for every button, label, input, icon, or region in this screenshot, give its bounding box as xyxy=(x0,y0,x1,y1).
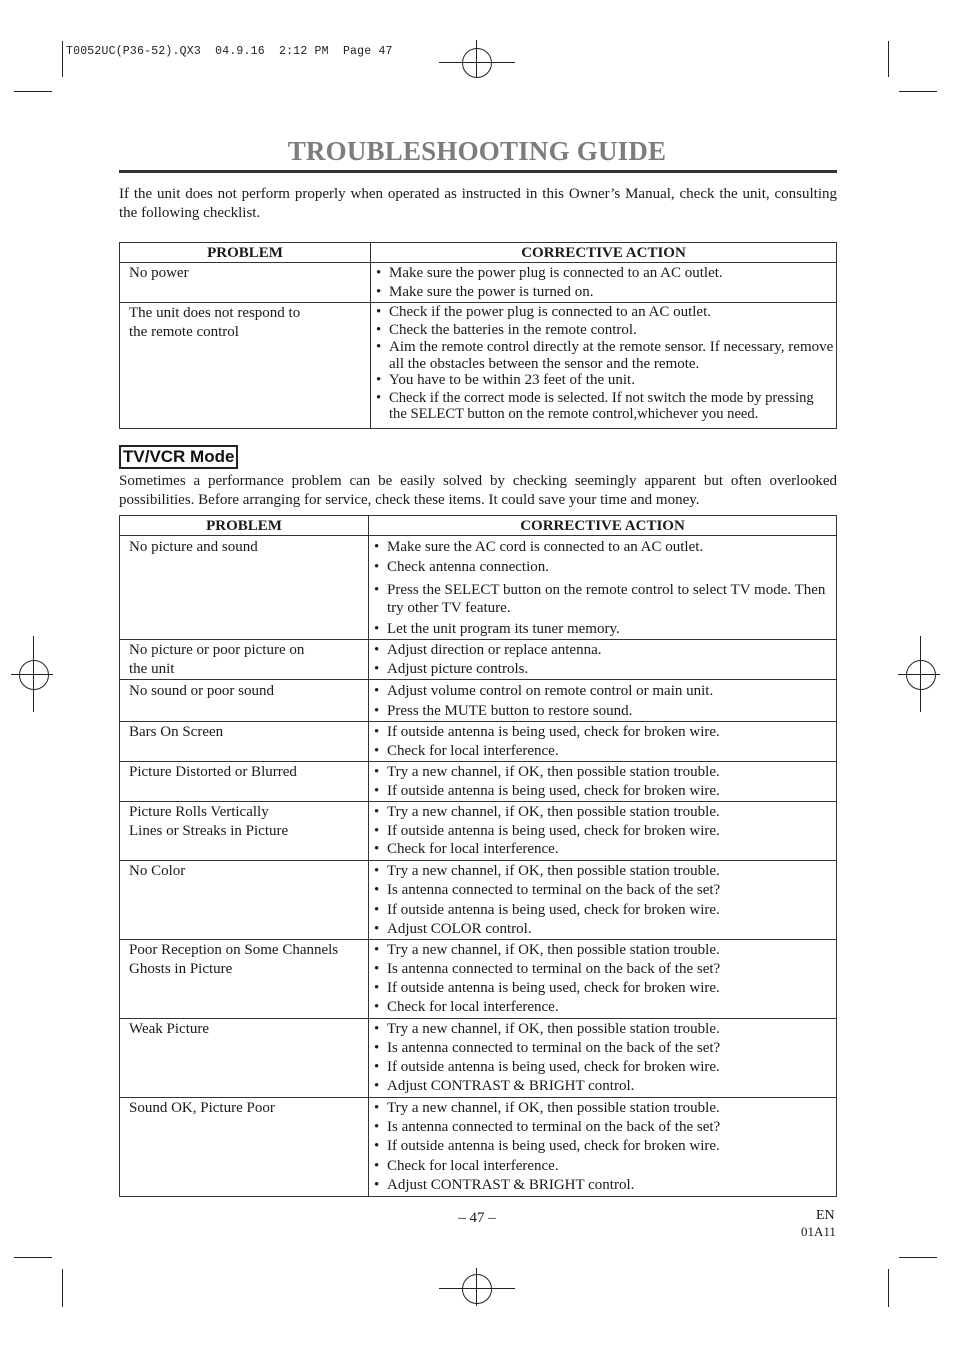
problem-cell xyxy=(120,861,369,940)
action-item: • Check if the power plug is connected to an AC outlet. xyxy=(376,304,834,322)
action-cell xyxy=(371,303,837,429)
action-item: • Adjust CONTRAST & BRIGHT control. xyxy=(374,1077,834,1096)
table-row xyxy=(120,722,837,762)
problem-cell xyxy=(120,722,369,762)
action-item: • Press the MUTE button to restore sound. xyxy=(374,701,834,721)
action-item: • Make sure the AC cord is connected to an AC outlet. xyxy=(374,537,834,557)
problem-cell xyxy=(120,1098,369,1197)
troubleshooting-table-tv-vcr xyxy=(119,515,837,1197)
table-row xyxy=(120,802,837,861)
action-item: • If outside antenna is being used, check for broken wire. xyxy=(374,822,834,841)
action-cell xyxy=(369,1019,837,1098)
problem-text: Bars On Screen xyxy=(129,724,224,740)
action-cell xyxy=(369,722,837,762)
action-item: • Adjust direction or replace antenna. xyxy=(374,641,834,660)
column-header-corrective-action: CORRECTIVE ACTION xyxy=(369,516,837,536)
problem-cell xyxy=(120,762,369,802)
problem-cell xyxy=(120,536,369,640)
language-code: EN xyxy=(816,1208,835,1223)
action-item: • If outside antenna is being used, check for broken wire. xyxy=(374,1137,834,1156)
problem-text: Ghosts in Picture xyxy=(129,961,233,977)
crop-mark xyxy=(62,41,63,77)
table-row xyxy=(120,1019,837,1098)
table-row xyxy=(120,680,837,722)
action-cell xyxy=(369,536,837,640)
problem-cell xyxy=(120,263,371,303)
problem-cell xyxy=(120,640,369,680)
crop-mark xyxy=(888,41,889,77)
action-item: • Check for local interference. xyxy=(374,840,834,859)
action-cell xyxy=(369,802,837,861)
page-number: – 47 – xyxy=(458,1210,496,1226)
problem-cell xyxy=(120,680,369,722)
action-item: • If outside antenna is being used, check for broken wire. xyxy=(374,782,834,801)
problem-text: Lines or Streaks in Picture xyxy=(129,822,289,839)
action-item: • Press the SELECT button on the remote control to select TV mode. Then try other TV feature. xyxy=(374,581,834,617)
action-cell xyxy=(369,640,837,680)
action-item: • Is antenna connected to terminal on the back of the set? xyxy=(374,1118,834,1137)
action-item: • Make sure the power plug is connected to an AC outlet. xyxy=(376,264,834,283)
problem-text: The unit does not respond to xyxy=(129,305,301,321)
column-header-problem: PROBLEM xyxy=(120,516,369,536)
crop-mark xyxy=(899,91,937,92)
action-item: • Check the batteries in the remote control. xyxy=(376,322,834,340)
table-header-row xyxy=(120,516,837,536)
crop-mark xyxy=(14,91,52,92)
action-item: • Check for local interference. xyxy=(374,1156,834,1176)
problem-text: Picture Distorted or Blurred xyxy=(129,764,297,780)
table-row xyxy=(120,303,837,429)
crop-mark xyxy=(62,1269,63,1307)
troubleshooting-table-general xyxy=(119,242,837,429)
problem-cell xyxy=(120,940,369,1019)
problem-text: No sound or poor sound xyxy=(129,683,274,699)
table-row xyxy=(120,861,837,940)
problem-text: No Color xyxy=(129,863,186,879)
table-row xyxy=(120,1098,837,1197)
problem-text: the remote control xyxy=(129,323,239,340)
action-cell xyxy=(369,762,837,802)
problem-text: Poor Reception on Some Channels xyxy=(129,942,339,958)
problem-text: Picture Rolls Vertically xyxy=(129,804,269,820)
action-item: • If outside antenna is being used, check for broken wire. xyxy=(374,900,834,920)
action-item: • Try a new channel, if OK, then possible station trouble. xyxy=(374,1099,834,1118)
problem-text: No picture and sound xyxy=(129,539,258,555)
action-cell xyxy=(369,1098,837,1197)
problem-text: Sound OK, Picture Poor xyxy=(129,1100,275,1116)
page-title: TROUBLESHOOTING GUIDE xyxy=(287,136,667,166)
problem-cell xyxy=(120,1019,369,1098)
action-cell xyxy=(369,861,837,940)
action-item: • Try a new channel, if OK, then possible station trouble. xyxy=(374,763,834,782)
action-item: • Try a new channel, if OK, then possible station trouble. xyxy=(374,941,834,960)
action-item: • Let the unit program its tuner memory. xyxy=(374,619,834,639)
action-cell xyxy=(369,680,837,722)
action-item: • Make sure the power is turned on. xyxy=(376,283,834,302)
action-item: • Check if the correct mode is selected. If not switch the mode by pressing the SELECT button on the remote control,whichever you need. xyxy=(376,390,834,423)
problem-cell xyxy=(120,303,371,429)
problem-cell xyxy=(120,802,369,861)
action-item: • Is antenna connected to terminal on the back of the set? xyxy=(374,1039,834,1058)
action-item: • You have to be within 23 feet of the unit. xyxy=(376,372,834,390)
print-slug: T0052UC(P36-52).QX3 04.9.16 2:12 PM Page 47 xyxy=(66,45,393,58)
action-item: • Aim the remote control directly at the remote sensor. If necessary, remove all the obstacles between the sensor and the remote. xyxy=(376,339,834,372)
action-item: • Try a new channel, if OK, then possible station trouble. xyxy=(374,862,834,881)
action-item: • Adjust CONTRAST & BRIGHT control. xyxy=(374,1176,834,1195)
action-item: • Check antenna connection. xyxy=(374,557,834,578)
action-item: • Check for local interference. xyxy=(374,998,834,1017)
section-intro-paragraph: Sometimes a performance problem can be easily solved by checking seemingly apparent but often overlooked possibilities. Before arranging for service, check these items. It could save your time and money. xyxy=(119,473,837,508)
intro-paragraph: If the unit does not perform properly when operated as instructed in this Owner’s Manual, check the unit, consulting the following checklist. xyxy=(119,186,837,221)
crop-mark xyxy=(899,1257,937,1258)
action-item: • Try a new channel, if OK, then possible station trouble. xyxy=(374,803,834,822)
action-item: • If outside antenna is being used, check for broken wire. xyxy=(374,979,834,998)
problem-text: No picture or poor picture on xyxy=(129,642,305,658)
action-item: • Adjust volume control on remote control or main unit. xyxy=(374,681,834,701)
action-item: • Try a new channel, if OK, then possible station trouble. xyxy=(374,1020,834,1039)
problem-text: the unit xyxy=(129,660,175,677)
problem-text: No power xyxy=(129,265,189,281)
section-heading-tv-vcr-mode: TV/VCR Mode xyxy=(119,445,238,469)
action-item: • Adjust COLOR control. xyxy=(374,920,834,939)
action-item: • If outside antenna is being used, check for broken wire. xyxy=(374,1058,834,1077)
action-cell xyxy=(369,940,837,1019)
action-item: • If outside antenna is being used, check for broken wire. xyxy=(374,723,834,742)
action-cell xyxy=(371,263,837,303)
column-header-corrective-action: CORRECTIVE ACTION xyxy=(371,243,837,263)
table-row xyxy=(120,640,837,680)
title-divider xyxy=(119,170,837,173)
table-header-row xyxy=(120,243,837,263)
action-item: • Adjust picture controls. xyxy=(374,660,834,679)
action-item: • Check for local interference. xyxy=(374,742,834,761)
table-row xyxy=(120,263,837,303)
crop-mark xyxy=(888,1269,889,1307)
document-code: 01A11 xyxy=(801,1224,836,1239)
column-header-problem: PROBLEM xyxy=(120,243,371,263)
action-item: • Is antenna connected to terminal on the back of the set? xyxy=(374,960,834,979)
crop-mark xyxy=(14,1257,52,1258)
table-row xyxy=(120,762,837,802)
problem-text: Weak Picture xyxy=(129,1021,210,1037)
table-row xyxy=(120,536,837,640)
action-item: • Is antenna connected to terminal on the back of the set? xyxy=(374,881,834,900)
table-row xyxy=(120,940,837,1019)
